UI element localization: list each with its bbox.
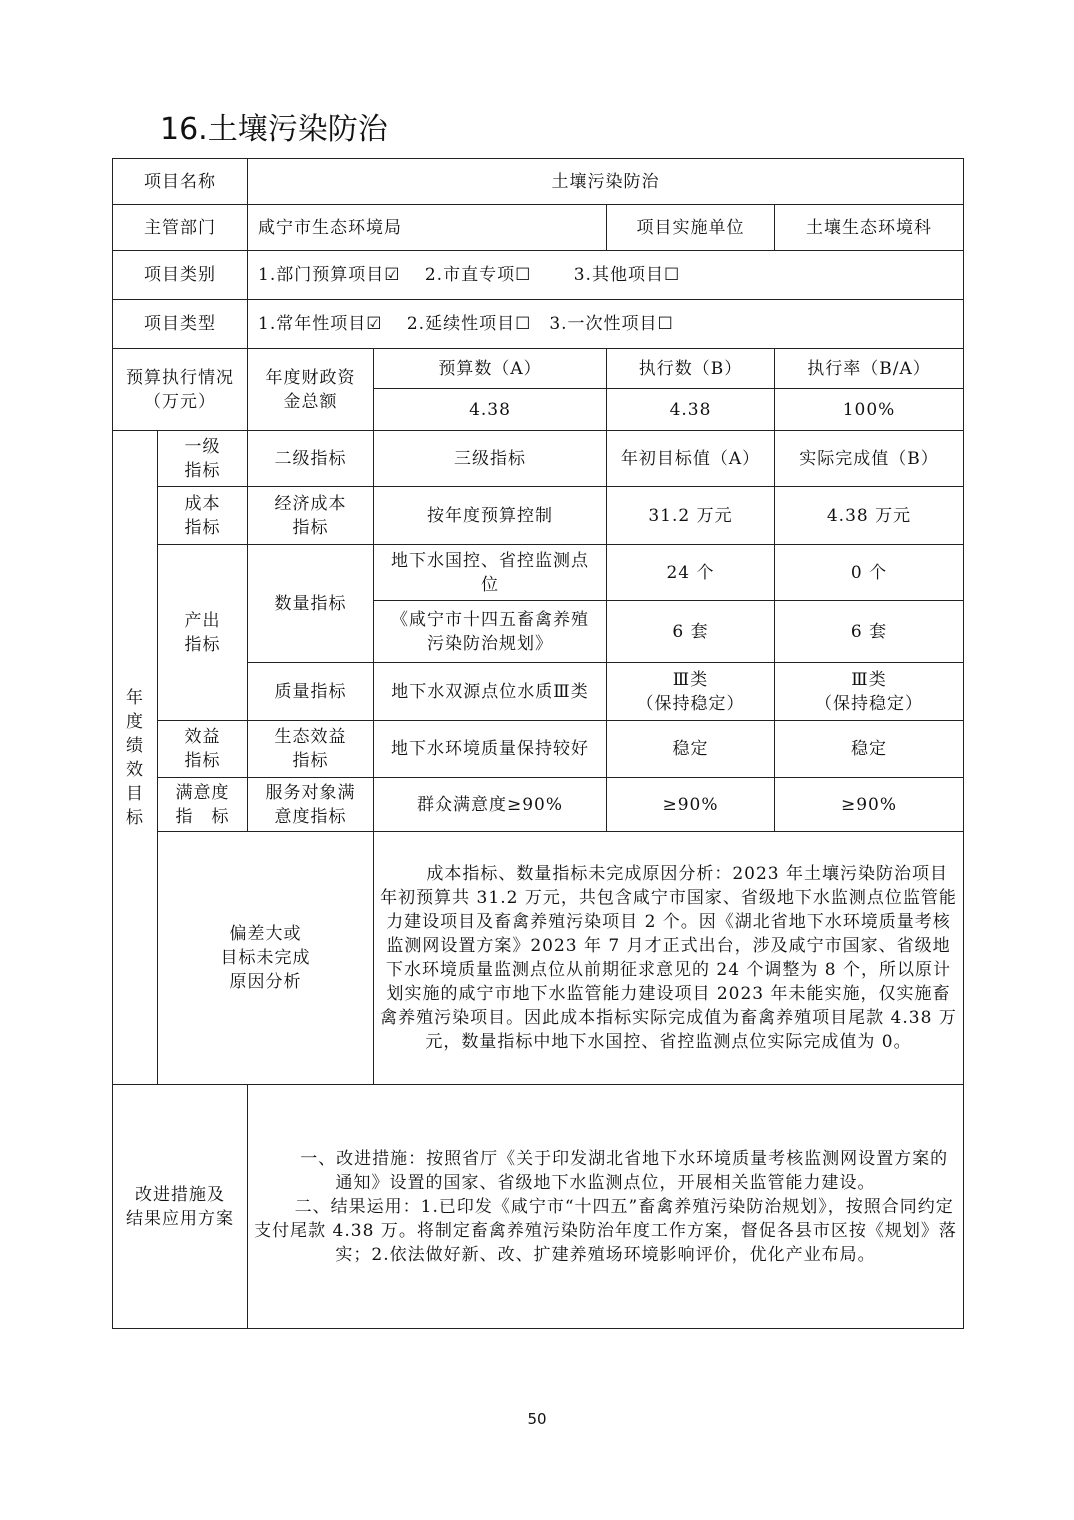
- page-number: 50: [527, 1410, 547, 1428]
- q1-actual: 0 个: [775, 545, 964, 601]
- label-rate: 执行率（B/A）: [775, 349, 964, 389]
- satisfaction-actual: ≥90%: [775, 778, 964, 832]
- improvement-text-1: 一、改进措施：按照省厅《关于印发湖北省地下水环境质量考核监测网设置方案的通知》设置的国家、省级地下水监测点位，开展相关监管能力建设。: [300, 1148, 949, 1193]
- row-benefit: [113, 721, 964, 778]
- q3-actual: Ⅲ类 （保持稳定）: [775, 663, 964, 721]
- label-annual-funds: 年度财政资 金总额: [248, 349, 374, 431]
- deviation-text: 成本指标、数量指标未完成原因分析：2023 年土壤污染防治项目年初预算共 31.2 万元，共包含咸宁市国家、省级地下水监测点位监管能力建设项目及畜禽养殖污染项目 2 个。因《湖北省地下水环境质量考核监测网设置方案》2023 年 7 月才正式出台，涉及咸宁市国家、省级地下水环境质量监测点位从前期征求意见的 24 个调整为 8 个，所以原计划实施的咸宁市地下水监管能力建设项目 2023 年未能实施，仅实施畜禽养殖污染项目。因此成本指标实际完成值为畜禽养殖项目尾款 4.38 万元，数量指标中地下水国控、省控监测点位实际完成值为 0。: [380, 864, 957, 1052]
- label-annual-goals: [113, 431, 158, 1085]
- q2-target: 6 套: [607, 601, 775, 663]
- q3-target: Ⅲ类 （保持稳定）: [607, 663, 775, 721]
- value-implementer: 土壤生态环境科: [775, 205, 964, 251]
- label-budget-exec: 预算执行情况 （万元）: [113, 349, 248, 431]
- value-budget-a: 4.38: [374, 389, 607, 431]
- deviation-text-cell: [374, 832, 964, 1085]
- cost-actual: 4.38 万元: [775, 487, 964, 545]
- label-type: 项目类型: [113, 300, 248, 349]
- page-title: 16.土壤污染防治: [160, 112, 388, 147]
- benefit-l2: 生态效益 指标: [248, 721, 374, 778]
- satisfaction-l1: 满意度 指 标: [158, 778, 248, 832]
- improvement-text-2: 二、结果运用：1.已印发《咸宁市“十四五”畜禽养殖污染防治规划》，按照合同约定支付尾款 4.38 万。将制定畜禽养殖污染防治年度工作方案，督促各县市区按《规划》落实；2.依法做好新、改、扩建养殖场环境影响评价，优化产业布局。: [254, 1196, 957, 1265]
- label-deviation: 偏差大或 目标未完成 原因分析: [158, 832, 374, 1085]
- benefit-l3: 地下水环境质量保持较好: [374, 721, 607, 778]
- row-type: [113, 300, 964, 349]
- label-department: 主管部门: [113, 205, 248, 251]
- cost-l3: 按年度预算控制: [374, 487, 607, 545]
- row-improvement: [113, 1085, 964, 1329]
- label-level3: 三级指标: [374, 431, 607, 487]
- row-indicator-header: [113, 431, 964, 487]
- label-level2: 二级指标: [248, 431, 374, 487]
- q1-target: 24 个: [607, 545, 775, 601]
- row-satisfaction: [113, 778, 964, 832]
- annual-goals-vertical-text: 年 度 绩 效 目 标: [126, 687, 144, 828]
- label-project-name: 项目名称: [113, 159, 248, 205]
- q2-actual: 6 套: [775, 601, 964, 663]
- label-improvement: 改进措施及 结果应用方案: [113, 1085, 248, 1329]
- cost-l1: 成本 指标: [158, 487, 248, 545]
- value-category: 1.部门预算项目☑ 2.市直专项☐ 3.其他项目☐: [248, 251, 964, 300]
- row-project-name: [113, 159, 964, 205]
- row-department: [113, 205, 964, 251]
- q1-l3: 地下水国控、省控监测点 位: [374, 545, 607, 601]
- cost-l2: 经济成本 指标: [248, 487, 374, 545]
- row-cost: [113, 487, 964, 545]
- label-implementer: 项目实施单位: [607, 205, 775, 251]
- q3-l3: 地下水双源点位水质Ⅲ类: [374, 663, 607, 721]
- label-actual-b: 实际完成值（B）: [775, 431, 964, 487]
- satisfaction-target: ≥90%: [607, 778, 775, 832]
- value-exec-b: 4.38: [607, 389, 775, 431]
- performance-table: [112, 158, 964, 1329]
- benefit-actual: 稳定: [775, 721, 964, 778]
- value-type: 1.常年性项目☑ 2.延续性项目☐ 3.一次性项目☐: [248, 300, 964, 349]
- improvement-text-cell: [248, 1085, 964, 1329]
- value-department: 咸宁市生态环境局: [248, 205, 607, 251]
- row-category: [113, 251, 964, 300]
- row-budget-header: [113, 349, 964, 389]
- value-rate: 100%: [775, 389, 964, 431]
- output-quantity: 数量指标: [248, 545, 374, 663]
- row-output-q1: [113, 545, 964, 601]
- output-quality: 质量指标: [248, 663, 374, 721]
- benefit-l1: 效益 指标: [158, 721, 248, 778]
- label-level1: 一级 指标: [158, 431, 248, 487]
- label-exec-b: 执行数（B）: [607, 349, 775, 389]
- label-target-a: 年初目标值（A）: [607, 431, 775, 487]
- label-category: 项目类别: [113, 251, 248, 300]
- cost-target: 31.2 万元: [607, 487, 775, 545]
- benefit-target: 稳定: [607, 721, 775, 778]
- value-project-name: 土壤污染防治: [248, 159, 964, 205]
- q2-l3: 《咸宁市十四五畜禽养殖 污染防治规划》: [374, 601, 607, 663]
- output-l1: 产出 指标: [158, 545, 248, 721]
- satisfaction-l2: 服务对象满 意度指标: [248, 778, 374, 832]
- satisfaction-l3: 群众满意度≥90%: [374, 778, 607, 832]
- row-deviation: [113, 832, 964, 1085]
- label-budget-a: 预算数（A）: [374, 349, 607, 389]
